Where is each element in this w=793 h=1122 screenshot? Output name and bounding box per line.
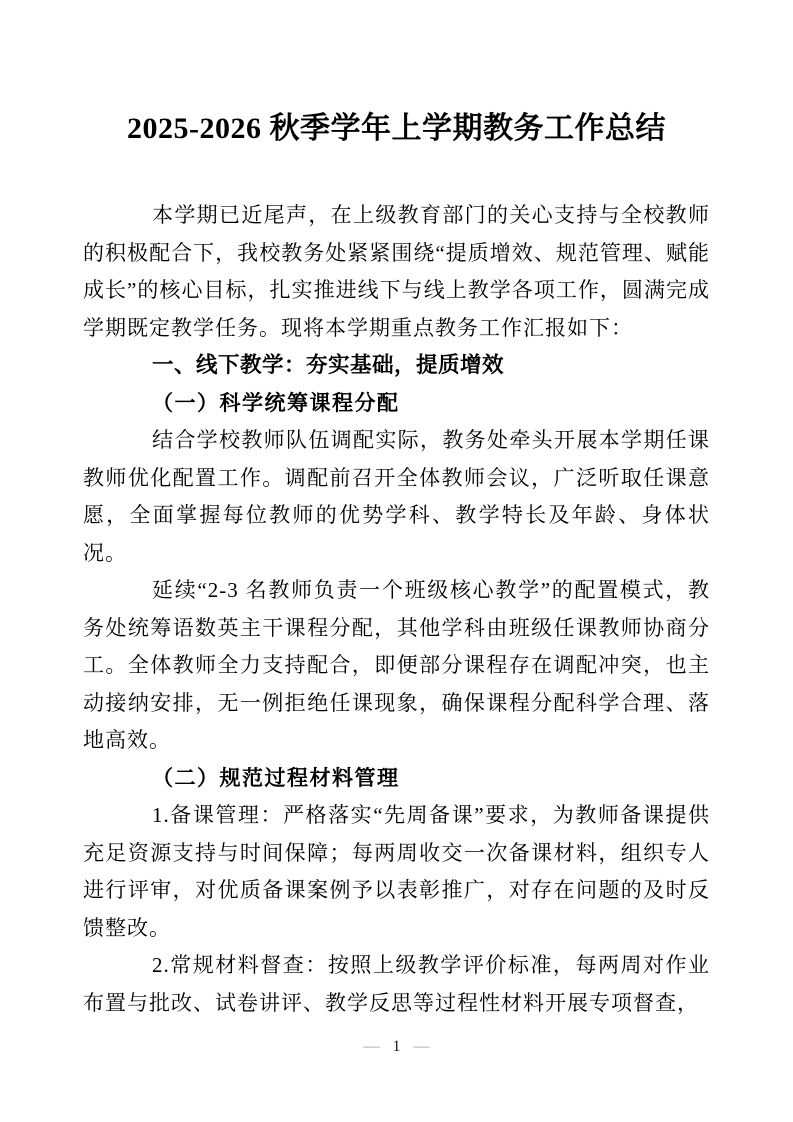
- page-number: 1: [392, 1038, 401, 1055]
- subsection-heading-material-management: （二）规范过程材料管理: [152, 765, 400, 790]
- document-title: 2025-2026 秋季学年上学期教务工作总结: [127, 112, 666, 145]
- page-footer: [0, 1037, 793, 1057]
- section-heading-offline-teaching: 一、线下教学：夯实基础，提质增效: [152, 353, 505, 377]
- subsection-heading-course-allocation: （一）科学统筹课程分配: [152, 390, 400, 415]
- paragraph-intro: 本学期已近尾声，在上级教育部门的关心支持与全校教师的积极配合下，我校教务处紧紧围绕“提质增效、规范管理、赋能成长”的核心目标，扎实推进线下与线上教学各项工作，圆满完成学期既定教学任务。现将本学期重点教务工作汇报如下：: [83, 203, 710, 340]
- footer-dash-left: —: [363, 1038, 380, 1055]
- document-body: [83, 197, 710, 1022]
- paragraph-allocation-model: 延续“2-3 名教师负责一个班级核心教学”的配置模式，教务处统筹语数英主干课程分配，其他学科由班级任课教师协商分工。全体教师全力支持配合，即便部分课程存在调配冲突，也主动接纳安排，无一例拒绝任课现象，确保课程分配科学合理、落地高效。: [83, 578, 710, 752]
- paragraph-lesson-prep-management: 1.备课管理：严格落实“先周备课”要求，为教师备课提供充足资源支持与时间保障；每两周收交一次备课材料，组织专人进行评审，对优质备课案例予以表彰推广，对存在问题的及时反馈整改。: [83, 803, 710, 940]
- paragraph-routine-material-inspection: 2.常规材料督查：按照上级教学评价标准，每两周对作业布置与批改、试卷讲评、教学反思等过程性材料开展专项督查，: [83, 953, 710, 1015]
- paragraph-teacher-assignment: 结合学校教师队伍调配实际，教务处牵头开展本学期任课教师优化配置工作。调配前召开全体教师会议，广泛听取任课意愿，全面掌握每位教师的优势学科、教学特长及年龄、身体状况。: [83, 428, 710, 565]
- footer-dash-right: —: [413, 1038, 430, 1055]
